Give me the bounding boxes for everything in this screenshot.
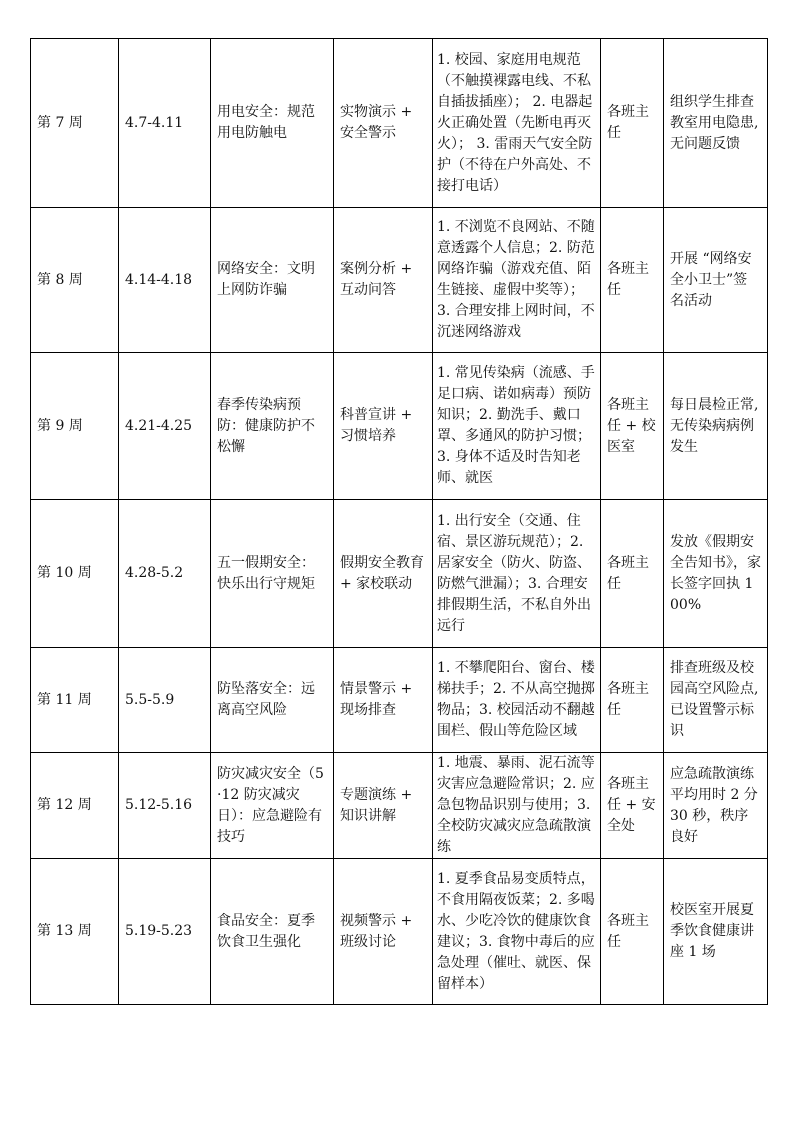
cell-week: 第 13 周 (31, 859, 119, 1005)
cell-date: 5.19-5.23 (119, 859, 211, 1005)
cell-result: 排查班级及校园高空风险点,已设置警示标识 (664, 648, 768, 753)
cell-owner: 各班主任 + 校医室 (601, 353, 664, 500)
cell-date: 4.28-5.2 (119, 500, 211, 648)
table-row (31, 500, 768, 648)
cell-owner: 各班主任 (601, 208, 664, 353)
cell-method: 视频警示 + 班级讨论 (334, 859, 433, 1005)
cell-content: 1. 校园、家庭用电规范（不触摸裸露电线、不私自插拔插座）； 2. 电器起火正确处置（先断电再灭火）； 3. 雷雨天气安全防护（不待在户外高处、不接打电话） (433, 39, 601, 208)
cell-owner: 各班主任 (601, 500, 664, 648)
cell-result: 开展 “网络安全小卫士”签名活动 (664, 208, 768, 353)
cell-content: 1. 不浏览不良网站、不随意透露个人信息；2. 防范网络诈骗（游戏充值、陌生链接、虚假中奖等）； 3. 合理安排上网时间，不沉迷网络游戏 (433, 208, 601, 353)
cell-theme: 防坠落安全：远离高空风险 (211, 648, 334, 753)
cell-date: 5.5-5.9 (119, 648, 211, 753)
table-row (31, 753, 768, 859)
cell-week: 第 8 周 (31, 208, 119, 353)
cell-theme: 食品安全：夏季饮食卫生强化 (211, 859, 334, 1005)
cell-date: 4.7-4.11 (119, 39, 211, 208)
cell-method: 假期安全教育 + 家校联动 (334, 500, 433, 648)
table-row (31, 648, 768, 753)
cell-week: 第 7 周 (31, 39, 119, 208)
cell-owner: 各班主任 (601, 39, 664, 208)
cell-method: 案例分析 + 互动问答 (334, 208, 433, 353)
cell-week: 第 9 周 (31, 353, 119, 500)
cell-date: 4.14-4.18 (119, 208, 211, 353)
cell-owner: 各班主任 (601, 859, 664, 1005)
safety-education-schedule-table (30, 38, 768, 1005)
table-row (31, 39, 768, 208)
cell-method: 科普宣讲 + 习惯培养 (334, 353, 433, 500)
cell-theme: 用电安全：规范用电防触电 (211, 39, 334, 208)
cell-method: 实物演示 + 安全警示 (334, 39, 433, 208)
cell-result: 发放《假期安全告知书》，家长签字回执 100% (664, 500, 768, 648)
cell-result: 每日晨检正常,无传染病病例发生 (664, 353, 768, 500)
cell-method: 情景警示 + 现场排查 (334, 648, 433, 753)
cell-result: 校医室开展夏季饮食健康讲座 1 场 (664, 859, 768, 1005)
cell-content: 1. 常见传染病（流感、手足口病、诺如病毒）预防知识；2. 勤洗手、戴口罩、多通风的防护习惯；3. 身体不适及时告知老师、就医 (433, 353, 601, 500)
cell-theme: 五一假期安全：快乐出行守规矩 (211, 500, 334, 648)
cell-content: 1. 出行安全（交通、住宿、景区游玩规范）；2. 居家安全（防火、防盗、防燃气泄漏）；3. 合理安排假期生活，不私自外出远行 (433, 500, 601, 648)
cell-owner: 各班主任 + 安全处 (601, 753, 664, 859)
cell-theme: 防灾减灾安全（5·12 防灾减灾日）：应急避险有技巧 (211, 753, 334, 859)
cell-theme: 春季传染病预防：健康防护不松懈 (211, 353, 334, 500)
cell-result: 应急疏散演练平均用时 2 分 30 秒，秩序良好 (664, 753, 768, 859)
cell-result: 组织学生排查教室用电隐患,无问题反馈 (664, 39, 768, 208)
cell-content: 1. 地震、暴雨、泥石流等灾害应急避险常识；2. 应急包物品识别与使用；3. 全校防灾减灾应急疏散演练 (433, 753, 601, 859)
cell-content: 1. 不攀爬阳台、窗台、楼梯扶手；2. 不从高空抛掷物品；3. 校园活动不翻越围栏、假山等危险区域 (433, 648, 601, 753)
cell-date: 4.21-4.25 (119, 353, 211, 500)
cell-week: 第 10 周 (31, 500, 119, 648)
table-row (31, 859, 768, 1005)
table-row (31, 353, 768, 500)
cell-week: 第 11 周 (31, 648, 119, 753)
cell-owner: 各班主任 (601, 648, 664, 753)
table-row (31, 208, 768, 353)
cell-week: 第 12 周 (31, 753, 119, 859)
cell-method: 专题演练 + 知识讲解 (334, 753, 433, 859)
cell-theme: 网络安全：文明上网防诈骗 (211, 208, 334, 353)
cell-content: 1. 夏季食品易变质特点，不食用隔夜饭菜；2. 多喝水、少吃冷饮的健康饮食建议；3. 食物中毒后的应急处理（催吐、就医、保留样本） (433, 859, 601, 1005)
cell-date: 5.12-5.16 (119, 753, 211, 859)
